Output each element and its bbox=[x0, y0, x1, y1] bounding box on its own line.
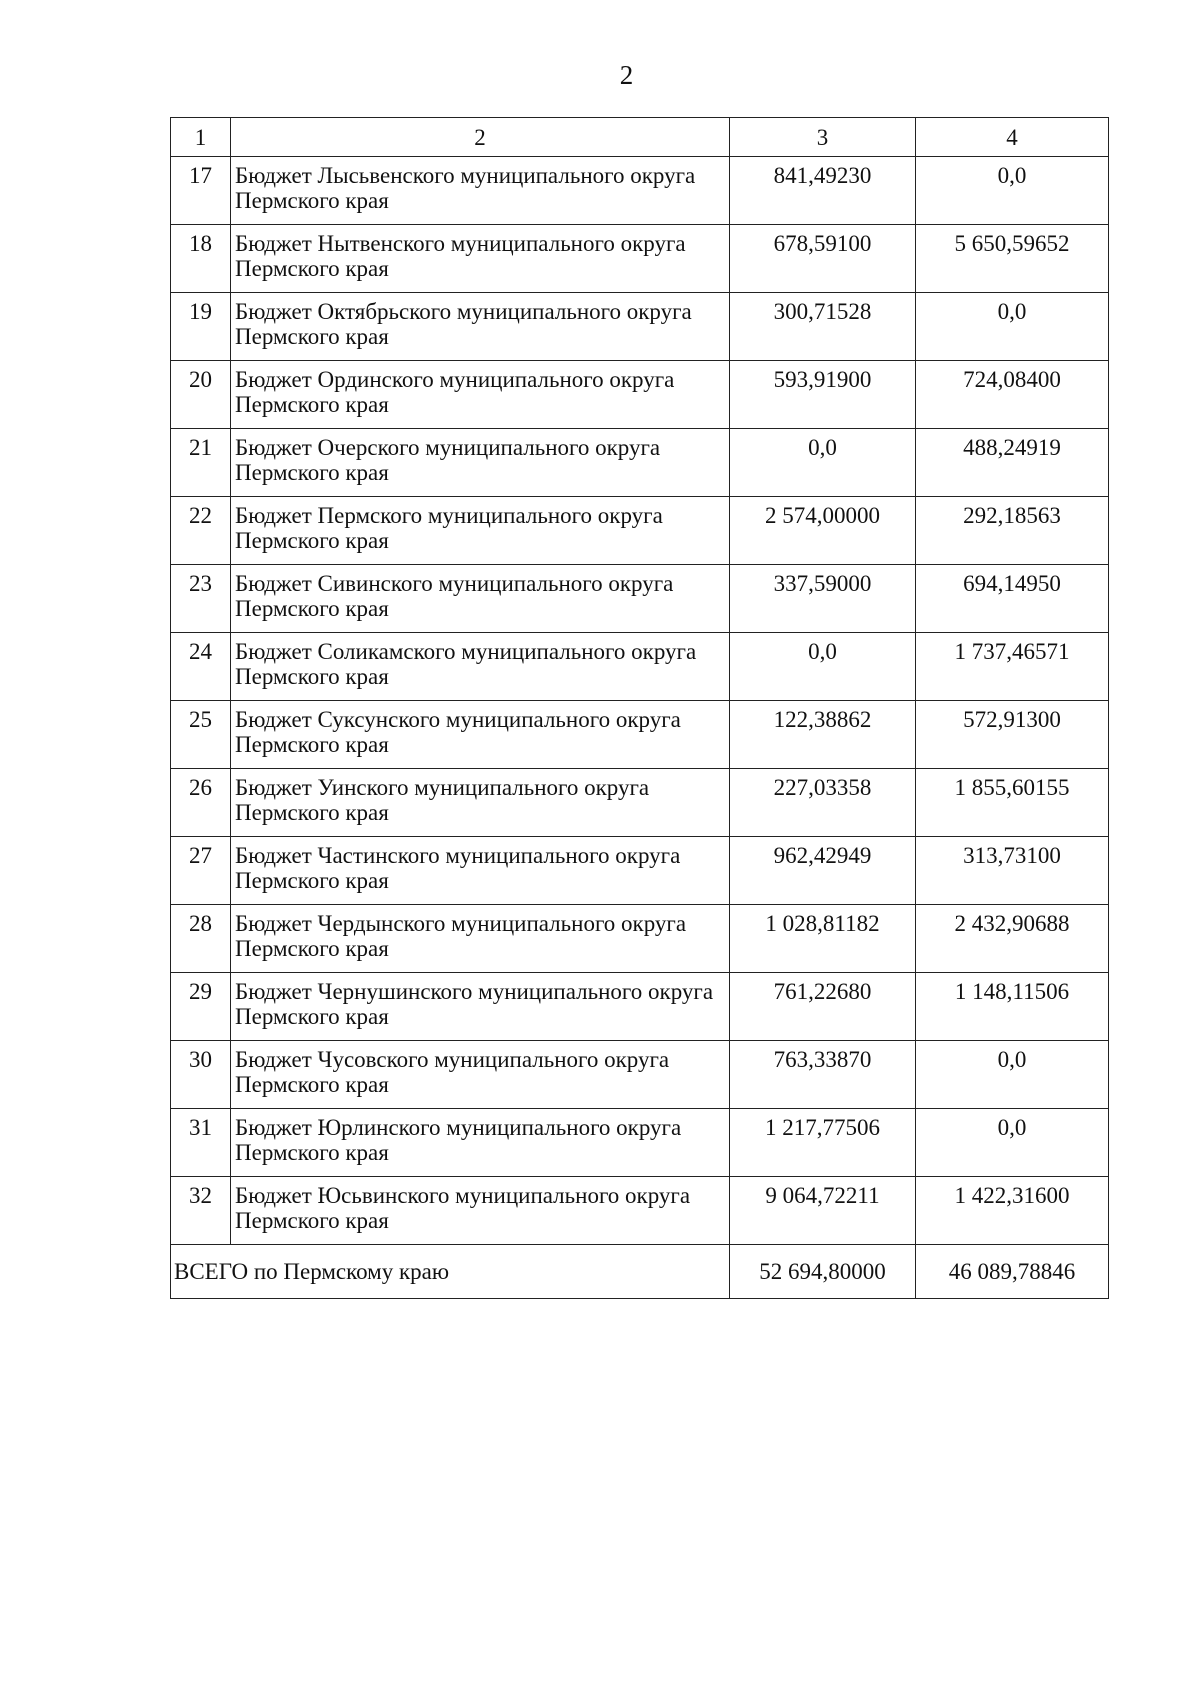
total-row bbox=[171, 1245, 1109, 1299]
budget-name: Бюджет Лысьвенского муниципального округа Пермского края bbox=[231, 157, 730, 225]
row-number: 30 bbox=[171, 1041, 231, 1109]
value-column-4: 0,0 bbox=[916, 157, 1109, 225]
table-row bbox=[171, 1041, 1109, 1109]
value-column-3: 678,59100 bbox=[730, 225, 916, 293]
table-row bbox=[171, 1109, 1109, 1177]
column-header: 3 bbox=[730, 118, 916, 157]
column-header: 4 bbox=[916, 118, 1109, 157]
row-number: 26 bbox=[171, 769, 231, 837]
value-column-4: 0,0 bbox=[916, 1041, 1109, 1109]
value-column-4: 488,24919 bbox=[916, 429, 1109, 497]
value-column-4: 572,91300 bbox=[916, 701, 1109, 769]
value-column-4: 313,73100 bbox=[916, 837, 1109, 905]
budget-name: Бюджет Уинского муниципального округа Пермского края bbox=[231, 769, 730, 837]
table-row bbox=[171, 1177, 1109, 1245]
value-column-4: 1 737,46571 bbox=[916, 633, 1109, 701]
table-row bbox=[171, 225, 1109, 293]
value-column-4: 1 148,11506 bbox=[916, 973, 1109, 1041]
row-number: 29 bbox=[171, 973, 231, 1041]
row-number: 17 bbox=[171, 157, 231, 225]
budget-name: Бюджет Юсьвинского муниципального округа Пермского края bbox=[231, 1177, 730, 1245]
value-column-3: 1 028,81182 bbox=[730, 905, 916, 973]
value-column-3: 761,22680 bbox=[730, 973, 916, 1041]
table-row bbox=[171, 157, 1109, 225]
row-number: 20 bbox=[171, 361, 231, 429]
value-column-3: 0,0 bbox=[730, 429, 916, 497]
page-number: 2 bbox=[619, 60, 634, 90]
value-column-3: 593,91900 bbox=[730, 361, 916, 429]
budget-name: Бюджет Очерского муниципального округа Пермского края bbox=[231, 429, 730, 497]
value-column-4: 1 855,60155 bbox=[916, 769, 1109, 837]
table-row bbox=[171, 973, 1109, 1041]
value-column-3: 841,49230 bbox=[730, 157, 916, 225]
value-column-4: 0,0 bbox=[916, 293, 1109, 361]
value-column-4: 2 432,90688 bbox=[916, 905, 1109, 973]
table-row bbox=[171, 905, 1109, 973]
value-column-4: 694,14950 bbox=[916, 565, 1109, 633]
budget-name: Бюджет Пермского муниципального округа Пермского края bbox=[231, 497, 730, 565]
value-column-3: 763,33870 bbox=[730, 1041, 916, 1109]
budget-name: Бюджет Чусовского муниципального округа Пермского края bbox=[231, 1041, 730, 1109]
value-column-4: 292,18563 bbox=[916, 497, 1109, 565]
value-column-3: 2 574,00000 bbox=[730, 497, 916, 565]
column-header: 1 bbox=[171, 118, 231, 157]
total-label: ВСЕГО по Пермскому краю bbox=[171, 1245, 730, 1299]
budget-name: Бюджет Нытвенского муниципального округа Пермского края bbox=[231, 225, 730, 293]
row-number: 22 bbox=[171, 497, 231, 565]
table-row bbox=[171, 633, 1109, 701]
value-column-3: 0,0 bbox=[730, 633, 916, 701]
row-number: 27 bbox=[171, 837, 231, 905]
budget-name: Бюджет Ординского муниципального округа Пермского края bbox=[231, 361, 730, 429]
total-value-v4: 46 089,78846 bbox=[916, 1245, 1109, 1299]
row-number: 18 bbox=[171, 225, 231, 293]
table-row bbox=[171, 293, 1109, 361]
table-row bbox=[171, 565, 1109, 633]
budget-name: Бюджет Чернушинского муниципального округа Пермского края bbox=[231, 973, 730, 1041]
table-header-row bbox=[171, 118, 1109, 157]
value-column-3: 300,71528 bbox=[730, 293, 916, 361]
row-number: 24 bbox=[171, 633, 231, 701]
value-column-3: 9 064,72211 bbox=[730, 1177, 916, 1245]
budget-table bbox=[170, 117, 1109, 1299]
row-number: 31 bbox=[171, 1109, 231, 1177]
row-number: 19 bbox=[171, 293, 231, 361]
row-number: 25 bbox=[171, 701, 231, 769]
table-row bbox=[171, 769, 1109, 837]
table-row bbox=[171, 497, 1109, 565]
budget-name: Бюджет Суксунского муниципального округа Пермского края bbox=[231, 701, 730, 769]
table-row bbox=[171, 837, 1109, 905]
table-row bbox=[171, 361, 1109, 429]
budget-name: Бюджет Сивинского муниципального округа Пермского края bbox=[231, 565, 730, 633]
total-value-v3: 52 694,80000 bbox=[730, 1245, 916, 1299]
value-column-3: 122,38862 bbox=[730, 701, 916, 769]
value-column-3: 962,42949 bbox=[730, 837, 916, 905]
column-header: 2 bbox=[231, 118, 730, 157]
budget-name: Бюджет Соликамского муниципального округа Пермского края bbox=[231, 633, 730, 701]
budget-name: Бюджет Октябрьского муниципального округа Пермского края bbox=[231, 293, 730, 361]
budget-name: Бюджет Чердынского муниципального округа Пермского края bbox=[231, 905, 730, 973]
value-column-4: 1 422,31600 bbox=[916, 1177, 1109, 1245]
row-number: 32 bbox=[171, 1177, 231, 1245]
table-row bbox=[171, 429, 1109, 497]
value-column-4: 724,08400 bbox=[916, 361, 1109, 429]
value-column-4: 5 650,59652 bbox=[916, 225, 1109, 293]
value-column-3: 1 217,77506 bbox=[730, 1109, 916, 1177]
row-number: 23 bbox=[171, 565, 231, 633]
budget-name: Бюджет Юрлинского муниципального округа Пермского края bbox=[231, 1109, 730, 1177]
budget-name: Бюджет Частинского муниципального округа Пермского края bbox=[231, 837, 730, 905]
value-column-4: 0,0 bbox=[916, 1109, 1109, 1177]
value-column-3: 337,59000 bbox=[730, 565, 916, 633]
row-number: 21 bbox=[171, 429, 231, 497]
value-column-3: 227,03358 bbox=[730, 769, 916, 837]
row-number: 28 bbox=[171, 905, 231, 973]
table-row bbox=[171, 701, 1109, 769]
